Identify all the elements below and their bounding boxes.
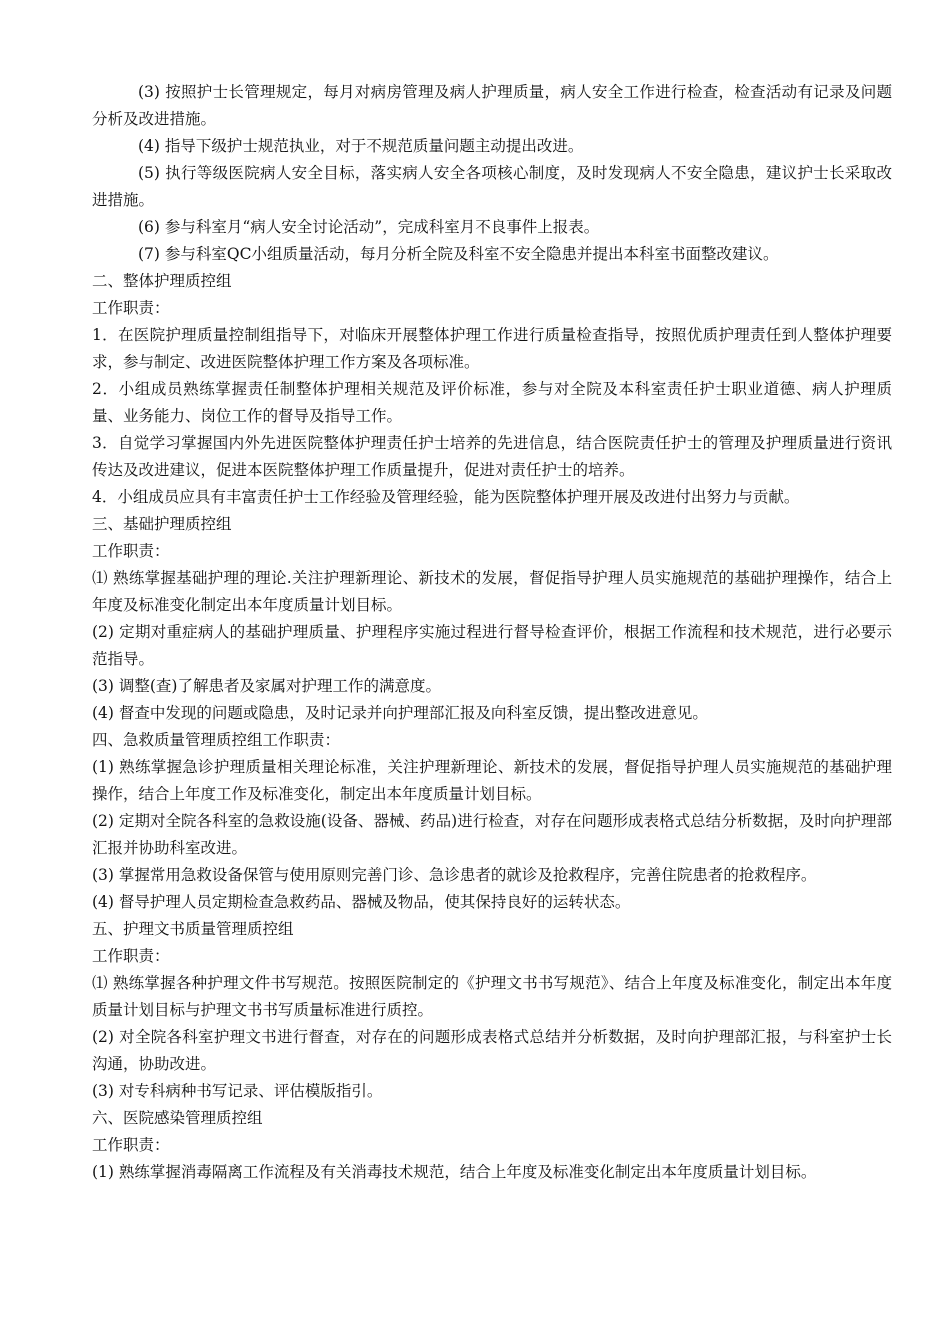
paragraph-emergency-2: (2) 定期对全院各科室的急救设施(设备、器械、药品)进行检查，对存在问题形成表格式总结分析数据，及时向护理部汇报并协助科室改进。 [92, 812, 892, 857]
section-heading-emergency: 四、急救质量管理质控组工作职责： [92, 731, 341, 749]
paragraph-holistic-1: 1．在医院护理质量控制组指导下，对临床开展整体护理工作进行质量检查指导，按照优质护理责任到人整体护理要求，参与制定、改进医院整体护理工作方案及各项标准。 [92, 326, 892, 371]
paragraph-holistic-2: 2．小组成员熟练掌握责任制整体护理相关规范及评价标准，参与对全院及本科室责任护士职业道德、病人护理质量、业务能力、岗位工作的督导及指导工作。 [92, 380, 892, 425]
duties-label: 工作职责： [92, 947, 170, 965]
paragraph-duty-5: (5) 执行等级医院病人安全目标，落实病人安全各项核心制度，及时发现病人不安全隐患，建议护士长采取改进措施。 [92, 164, 892, 209]
paragraph-emergency-3: (3) 掌握常用急救设备保管与使用原则完善门诊、急诊患者的就诊及抢救程序，完善住院患者的抢救程序。 [92, 866, 817, 884]
paragraph-emergency-4: (4) 督导护理人员定期检查急救药品、器械及物品，使其保持良好的运转状态。 [92, 893, 631, 911]
section-heading-nursing-documents: 五、护理文书质量管理质控组 [92, 920, 294, 938]
paragraph-basic-1: ⑴ 熟练掌握基础护理的理论.关注护理新理论、新技术的发展，督促指导护理人员实施规范的基础护理操作，结合上年度及标准变化制定出本年度质量计划目标。 [92, 569, 892, 614]
paragraph-basic-3: (3) 调整(查)了解患者及家属对护理工作的满意度。 [92, 677, 441, 695]
duties-label: 工作职责： [92, 542, 170, 560]
paragraph-basic-2: (2) 定期对重症病人的基础护理质量、护理程序实施过程进行督导检查评价，根据工作流程和技术规范，进行必要示范指导。 [92, 623, 892, 668]
paragraph-emergency-1: (1) 熟练掌握急诊护理质量相关理论标准，关注护理新理论、新技术的发展，督促指导护理人员实施规范的基础护理操作，结合上年度工作及标准变化，制定出本年度质量计划目标。 [92, 758, 892, 803]
paragraph-duty-7: (7) 参与科室QC小组质量活动，每月分析全院及科室不安全隐患并提出本科室书面整改建议。 [138, 245, 779, 263]
paragraph-duty-3: (3) 按照护士长管理规定，每月对病房管理及病人护理质量，病人安全工作进行检查，检查活动有记录及问题分析及改进措施。 [92, 83, 892, 128]
paragraph-basic-4: (4) 督查中发现的问题或隐患，及时记录并向护理部汇报及向科室反馈，提出整改进意见。 [92, 704, 708, 722]
duties-label: 工作职责： [92, 1136, 170, 1154]
paragraph-documents-2: (2) 对全院各科室护理文书进行督查，对存在的问题形成表格式总结并分析数据，及时向护理部汇报，与科室护士长沟通，协助改进。 [92, 1028, 892, 1073]
paragraph-holistic-4: 4．小组成员应具有丰富责任护士工作经验及管理经验，能为医院整体护理开展及改进付出努力与贡献。 [92, 488, 800, 506]
duties-label: 工作职责： [92, 299, 170, 317]
section-heading-basic-care: 三、基础护理质控组 [92, 515, 232, 533]
paragraph-documents-1: ⑴ 熟练掌握各种护理文件书写规范。按照医院制定的《护理文书书写规范》、结合上年度及标准变化，制定出本年度质量计划目标与护理文书书写质量标准进行质控。 [92, 974, 892, 1019]
paragraph-documents-3: (3) 对专科病种书写记录、评估模版指引。 [92, 1082, 383, 1100]
paragraph-duty-4: (4) 指导下级护士规范执业，对于不规范质量问题主动提出改进。 [138, 137, 584, 155]
paragraph-holistic-3: 3．自觉学习掌握国内外先进医院整体护理责任护士培养的先进信息，结合医院责任护士的管理及护理质量进行资讯传达及改进建议，促进本医院整体护理工作质量提升，促进对责任护士的培养。 [92, 434, 892, 479]
paragraph-infection-1: (1) 熟练掌握消毒隔离工作流程及有关消毒技术规范，结合上年度及标准变化制定出本年度质量计划目标。 [92, 1163, 817, 1181]
section-heading-infection-control: 六、医院感染管理质控组 [92, 1109, 263, 1127]
paragraph-duty-6: (6) 参与科室月“病人安全讨论活动”，完成科室月不良事件上报表。 [138, 218, 600, 236]
document-body [92, 79, 892, 1186]
section-heading-holistic-care: 二、整体护理质控组 [92, 272, 232, 290]
